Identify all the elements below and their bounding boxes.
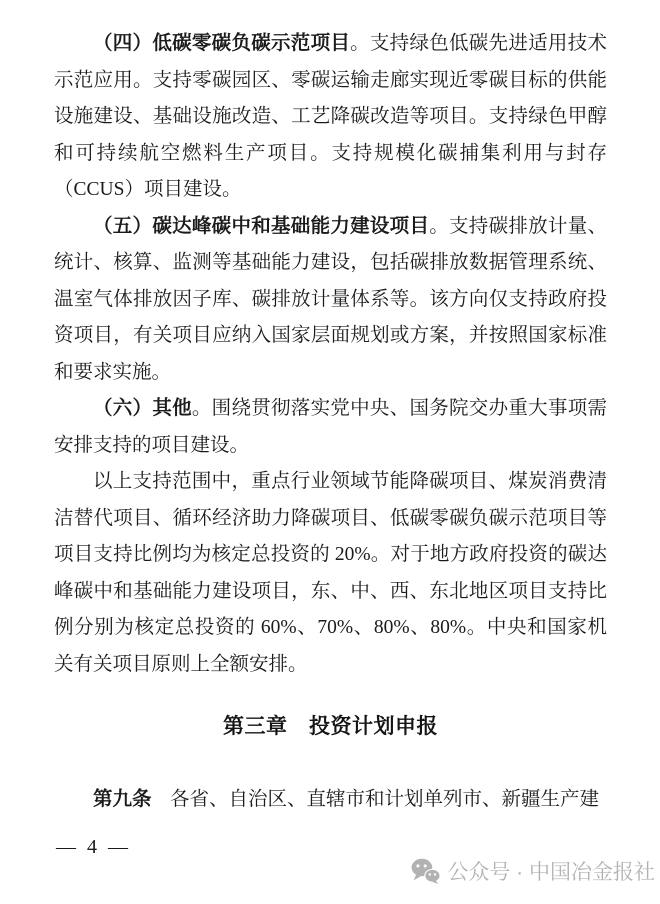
article-paragraph <box>54 782 607 819</box>
paragraph-summary <box>54 464 607 683</box>
document-body <box>54 26 607 818</box>
article-text: 各省、自治区、直辖市和计划单列市、新疆生产建 <box>170 788 600 810</box>
page-number: — 4 — <box>56 836 131 858</box>
wechat-icon <box>411 858 440 885</box>
paragraph-item-4 <box>54 26 607 209</box>
paragraph-text: 。支持碳排放计量、统计、核算、监测等基础能力建设，包括碳排放数据管理系统、温室气体排放因子库、碳排放计量体系等。该方向仅支持政府投资项目，有关项目应纳入国家层面规划或方案，并按照国家标准和要求实施。 <box>54 215 607 383</box>
paragraph-text: 。围绕贯彻落实党中央、国务院交办重大事项需安排支持的项目建设。 <box>54 398 607 456</box>
article-lead: 第九条 <box>93 788 152 810</box>
paragraph-lead: （五）碳达峰碳中和基础能力建设项目 <box>93 215 430 237</box>
paragraph-lead: （四）低碳零碳负碳示范项目 <box>93 33 351 54</box>
paragraph-text: 以上支持范围中，重点行业领域节能降碳项目、煤炭消费清洁替代项目、循环经济助力降碳项目、低碳零碳负碳示范项目等项目支持比例均为核定总投资的 20%。对于地方政府投资的碳达峰碳中和基础能力建设项目，东、中、西、东北地区项目支持比例分别为核定总投资的 60%、70%、80%、80%。中央和国家机关有关项目原则上全额安排。 <box>54 471 607 675</box>
chapter-heading: 第三章 投资计划申报 <box>223 715 438 738</box>
paragraph-lead: （六）其他 <box>93 398 192 419</box>
watermark-text: 公众号 · 中国冶金报社 <box>447 861 655 884</box>
watermark <box>411 856 655 886</box>
paragraph-item-6 <box>54 391 607 464</box>
paragraph-item-5 <box>54 209 607 392</box>
paragraph-text: 。支持绿色低碳先进适用技术示范应用。支持零碳园区、零碳运输走廊实现近零碳目标的供能设施建设、基础设施改造、工艺降碳改造等项目。支持绿色甲醇和可持续航空燃料生产项目。支持规模化碳捕集利用与封存（CCUS）项目建设。 <box>54 33 607 200</box>
